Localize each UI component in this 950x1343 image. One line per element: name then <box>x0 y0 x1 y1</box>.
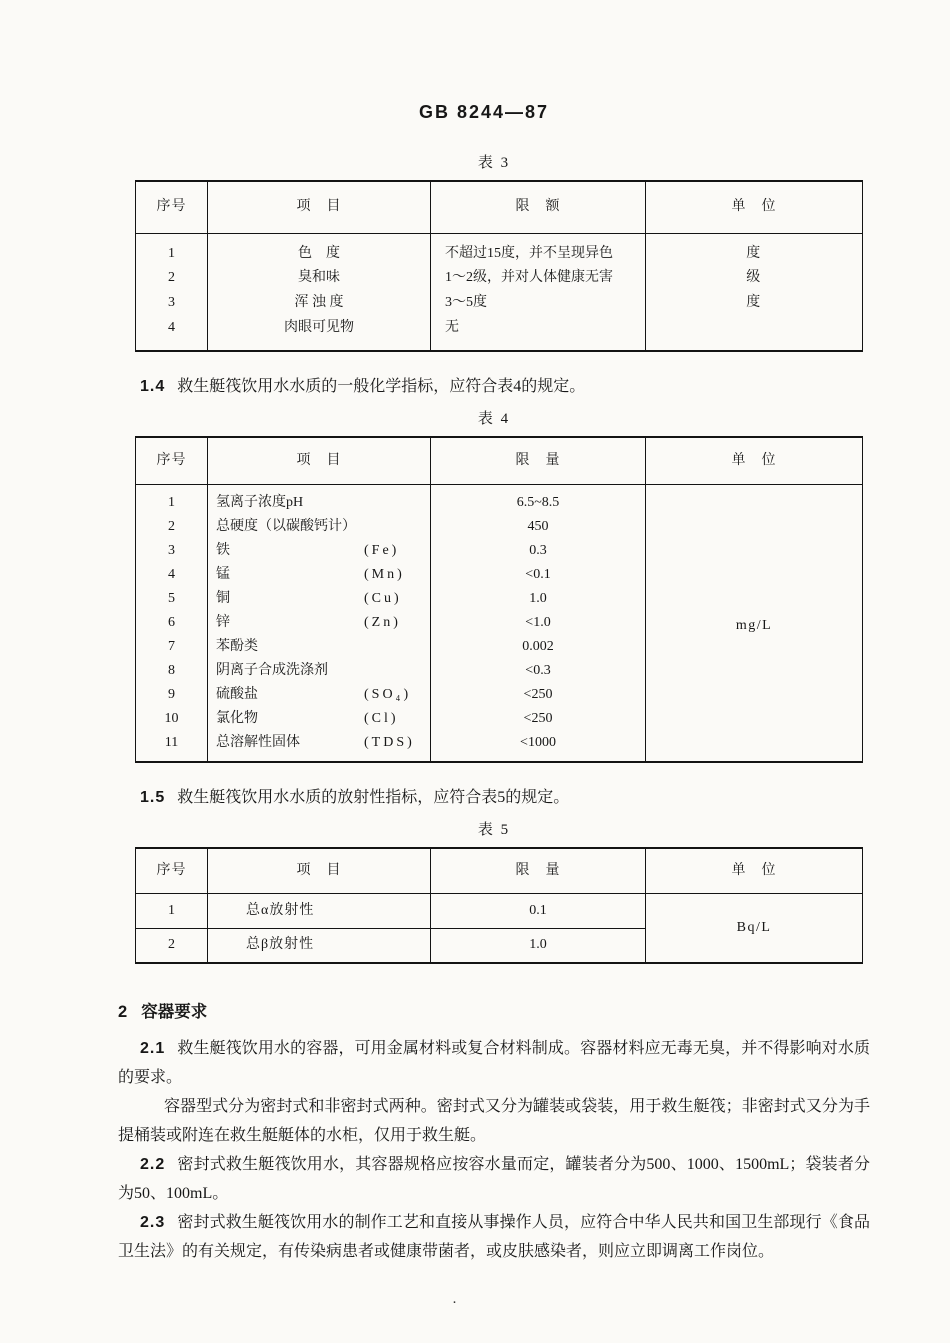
table-3-caption: 表 3 <box>477 155 511 171</box>
row-no-cell: 7 <box>136 635 208 659</box>
item-name: 锰 <box>216 567 230 582</box>
row-no-cell: 2 <box>136 515 208 539</box>
item-formula: (Zn) <box>364 615 401 630</box>
row-no-cell: 1 <box>136 233 208 266</box>
item-name: 总溶解性固体 <box>216 735 300 750</box>
clause-1-4-block <box>118 372 870 401</box>
row-unit-cell: 级 <box>646 266 863 291</box>
item-name: 苯酚类 <box>216 639 258 654</box>
row-no-cell: 3 <box>136 291 208 316</box>
section-title: 容器要求 <box>141 1003 208 1021</box>
clause-text: 救生艇筏饮用水水质的一般化学指标，应符合表4的规定。 <box>177 377 586 395</box>
column-header-item: 项 目 <box>208 437 431 485</box>
row-item-cell <box>208 635 431 659</box>
row-limit-cell: <250 <box>431 683 646 707</box>
item-formula: (Cu) <box>364 591 402 606</box>
column-header-limit: 限 量 <box>431 848 646 893</box>
item-name: 硫酸盐 <box>216 687 258 702</box>
row-limit-cell: 0.1 <box>431 893 646 928</box>
column-header-item: 项 目 <box>208 848 431 893</box>
row-item-cell <box>208 587 431 611</box>
item-name: 氯化物 <box>216 711 258 726</box>
row-no-cell: 4 <box>136 563 208 587</box>
clause-text: 救生艇筏饮用水的容器，可用金属材料或复合材料制成。容器材料应无毒无臭，并不得影响对水质的要求。 <box>118 1040 870 1086</box>
clause-text: 密封式救生艇筏饮用水的制作工艺和直接从事操作人员，应符合中华人民共和国卫生部现行《食品卫生法》的有关规定，有传染病患者或健康带菌者，或皮肤感染者，则应立即调离工作岗位。 <box>118 1214 870 1260</box>
column-header-unit: 单 位 <box>646 437 863 485</box>
column-header-unit: 单 位 <box>646 848 863 893</box>
clause-1-4 <box>118 372 870 401</box>
table-5-caption: 表 5 <box>477 822 511 838</box>
item-name: 氢离子浓度pH <box>216 495 304 510</box>
row-item-cell <box>208 515 431 539</box>
table-header-row <box>136 437 863 485</box>
item-name: 锌 <box>216 615 230 630</box>
column-header-no: 序号 <box>136 848 208 893</box>
row-item-cell: 浑 浊 度 <box>208 291 431 316</box>
row-item-cell <box>208 563 431 587</box>
row-item-cell <box>208 659 431 683</box>
item-name: 铜 <box>216 591 230 606</box>
row-limit-cell: <0.1 <box>431 563 646 587</box>
table-row <box>136 316 863 351</box>
column-header-limit: 限 额 <box>431 181 646 233</box>
clause-2-2 <box>118 1150 870 1208</box>
clause-number: 2.1 <box>140 1040 166 1057</box>
table-4 <box>135 436 863 764</box>
table-3 <box>135 180 863 352</box>
row-limit-cell: 无 <box>431 316 646 351</box>
row-item-cell <box>208 539 431 563</box>
row-item-cell: 肉眼可见物 <box>208 316 431 351</box>
item-formula: (SO₄) <box>364 687 412 702</box>
row-item-cell <box>208 485 431 516</box>
clause-2-1-continued <box>118 1092 870 1150</box>
row-limit-cell: 1～2级，并对人体健康无害 <box>431 266 646 291</box>
row-no-cell: 2 <box>136 266 208 291</box>
column-header-no: 序号 <box>136 181 208 233</box>
row-limit-cell: 0.3 <box>431 539 646 563</box>
clause-text: 救生艇筏饮用水水质的放射性指标，应符合表5的规定。 <box>177 789 570 806</box>
row-no-cell: 9 <box>136 683 208 707</box>
table-header-row <box>136 181 863 233</box>
row-item-cell <box>208 731 431 762</box>
row-limit-cell: 1.0 <box>431 587 646 611</box>
row-item-cell: 臭和味 <box>208 266 431 291</box>
row-no-cell: 1 <box>136 893 208 928</box>
row-item-cell: 色 度 <box>208 233 431 266</box>
row-no-cell: 2 <box>136 928 208 963</box>
clause-2-3 <box>118 1208 870 1266</box>
row-unit-cell <box>646 316 863 351</box>
row-no-cell: 8 <box>136 659 208 683</box>
item-formula: (Cl) <box>364 711 399 726</box>
item-name: 阴离子合成洗涤剂 <box>216 663 328 678</box>
row-item-cell: 总β放射性 <box>208 928 431 963</box>
clause-1-5 <box>118 783 870 812</box>
table-row <box>136 233 863 266</box>
row-limit-cell: 6.5~8.5 <box>431 485 646 516</box>
clause-text: 密封式救生艇筏饮用水，其容器规格应按容水量而定，罐装者分为500、1000、1500mL；袋装者分为50、100mL。 <box>118 1156 870 1202</box>
row-limit-cell: <250 <box>431 707 646 731</box>
table-row <box>136 291 863 316</box>
row-limit-cell: 450 <box>431 515 646 539</box>
row-no-cell: 11 <box>136 731 208 762</box>
row-item-cell: 总α放射性 <box>208 893 431 928</box>
row-no-cell: 3 <box>136 539 208 563</box>
item-name: 总硬度（以碳酸钙计） <box>216 519 356 534</box>
item-formula: (Fe) <box>364 543 400 558</box>
row-limit-cell: <0.3 <box>431 659 646 683</box>
column-header-limit: 限 量 <box>431 437 646 485</box>
row-no-cell: 5 <box>136 587 208 611</box>
column-header-no: 序号 <box>136 437 208 485</box>
clause-1-5-block <box>118 783 870 812</box>
row-limit-cell: <1.0 <box>431 611 646 635</box>
clause-number: 2.2 <box>140 1156 166 1173</box>
item-name: 铁 <box>216 543 230 558</box>
column-header-item: 项 目 <box>208 181 431 233</box>
unit-span-cell: Bq/L <box>646 893 863 963</box>
item-formula: (TDS) <box>364 735 415 750</box>
clause-number: 1.4 <box>140 377 166 395</box>
unit-span-cell: mg/L <box>646 485 863 763</box>
row-no-cell: 4 <box>136 316 208 351</box>
section-2-body <box>118 1034 870 1266</box>
table-row <box>136 266 863 291</box>
clause-number: 1.5 <box>140 789 166 806</box>
table-header-row <box>136 848 863 893</box>
page-center-mark: · <box>452 1295 457 1311</box>
section-number: 2 <box>118 1003 128 1021</box>
clause-2-1 <box>118 1034 870 1092</box>
table-row <box>136 485 863 516</box>
table-4-caption: 表 4 <box>477 410 511 427</box>
row-limit-cell: 不超过15度，并不呈现异色 <box>431 233 646 266</box>
standard-number-header: GB 8244—87 <box>418 102 550 122</box>
row-item-cell <box>208 683 431 707</box>
row-unit-cell: 度 <box>646 233 863 266</box>
row-no-cell: 1 <box>136 485 208 516</box>
row-limit-cell: <1000 <box>431 731 646 762</box>
row-no-cell: 10 <box>136 707 208 731</box>
column-header-unit: 单 位 <box>646 181 863 233</box>
section-2-heading <box>118 998 870 1022</box>
row-limit-cell: 0.002 <box>431 635 646 659</box>
row-unit-cell: 度 <box>646 291 863 316</box>
table-5 <box>135 847 863 964</box>
row-no-cell: 6 <box>136 611 208 635</box>
table-row <box>136 893 863 928</box>
clause-text: 容器型式分为密封式和非密封式两种。密封式又分为罐装或袋装，用于救生艇筏；非密封式又分为手提桶装或附连在救生艇艇体的水柜，仅用于救生艇。 <box>118 1098 870 1144</box>
row-limit-cell: 3～5度 <box>431 291 646 316</box>
item-formula: (Mn) <box>364 567 405 582</box>
row-limit-cell: 1.0 <box>431 928 646 963</box>
row-item-cell <box>208 707 431 731</box>
row-item-cell <box>208 611 431 635</box>
clause-number: 2.3 <box>140 1214 166 1231</box>
